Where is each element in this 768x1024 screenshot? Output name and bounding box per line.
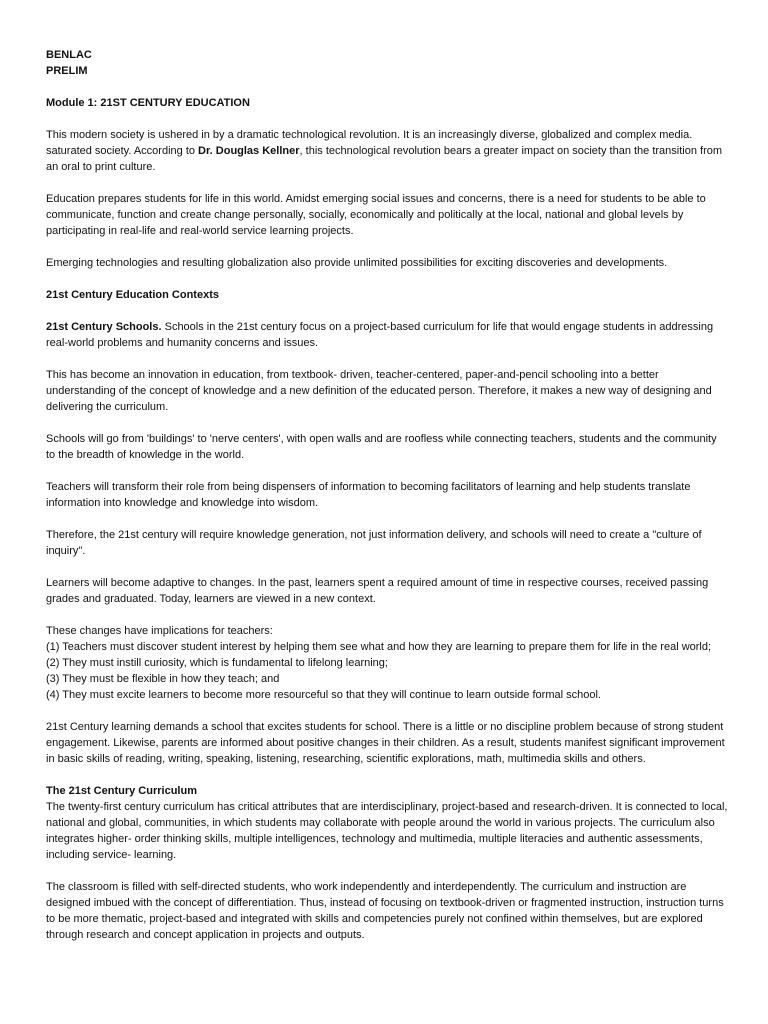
curriculum-heading: The 21st Century Curriculum [46, 785, 197, 797]
module-title: Module 1: 21ST CENTURY EDUCATION [46, 97, 250, 109]
schools-paragraph: 21st Century Schools. Schools in the 21st century focus on a project-based curriculum for life that would engage students in addressing real-world problems and humanity concerns and issues. [46, 321, 714, 349]
implication-item: (3) They must be flexible in how they teach; and [46, 673, 280, 685]
header-term: PRELIM [46, 65, 88, 77]
contexts-heading: 21st Century Education Contexts [46, 289, 219, 301]
teachers-role-paragraph: Teachers will transform their role from being dispensers of information to becoming facilitators of learning and help students translate information into knowledge and knowledge into wisdom. [46, 481, 691, 509]
schools-label: 21st Century Schools. [46, 321, 162, 333]
learners-paragraph: Learners will become adaptive to changes. In the past, learners spent a required amount of time in respective courses, received passing grades and graduated. Today, learners are viewed in a new context. [46, 577, 709, 605]
author-name: Dr. Douglas Kellner [198, 145, 300, 157]
culture-of-inquiry-paragraph: Therefore, the 21st century will require knowledge generation, not just information delivery, and schools will need to create a "culture of inquiry". [46, 529, 702, 557]
intro-paragraph-2: Education prepares students for life in this world. Amidst emerging social issues and concerns, there is a need for students to be able to communicate, function and create change personally, socially, economically and politically at the local, national and global levels by participating in real-life and real-world service learning projects. [46, 193, 706, 237]
implication-item: (4) They must excite learners to become more resourceful so that they will continue to learn outside formal school. [46, 689, 601, 701]
nerve-centers-paragraph: Schools will go from 'buildings' to 'nerve centers', with open walls and are roofless while connecting teachers, students and the community to the breadth of knowledge in the world. [46, 433, 717, 461]
implications-intro: These changes have implications for teachers: [46, 625, 273, 637]
intro-paragraph-1: This modern society is ushered in by a dramatic technological revolution. It is an increasingly diverse, globalized and complex media. saturated society. According to Dr. Douglas Kellner, this technological revolution bears a greater impact on society than the transition from an oral to print culture. [46, 129, 723, 173]
learning-demands-paragraph: 21st Century learning demands a school that excites students for school. There is a little or no discipline problem because of strong student engagement. Likewise, parents are informed about positive changes in their children. As a result, students manifest significant improvement in basic skills of reading, writing, speaking, listening, researching, scientific explorations, math, multimedia skills and others. [46, 721, 725, 765]
implication-item: (2) They must instill curiosity, which is fundamental to lifelong learning; [46, 657, 388, 669]
implication-item: (1) Teachers must discover student interest by helping them see what and how they are learning to prepare them for life in the real world; [46, 641, 712, 653]
intro-paragraph-3: Emerging technologies and resulting globalization also provide unlimited possibilities for exciting discoveries and developments. [46, 257, 668, 269]
innovation-paragraph: This has become an innovation in education, from textbook- driven, teacher-centered, paper-and-pencil schooling into a better understanding of the concept of knowledge and a new definition of the educated person. Therefore, it makes a new way of designing and delivering the curriculum. [46, 369, 712, 413]
curriculum-paragraph-2: The classroom is filled with self-directed students, who work independently and interdependently. The curriculum and instruction are designed imbued with the concept of differentiation. Thus, instead of focusing on textbook-driven or fragmented instruction, instruction turns to be more thematic, project-based and integrated with skills and competencies purely not confined within themselves, but are explored through research and concept application in projects and outputs. [46, 881, 724, 941]
header-course: BENLAC [46, 49, 92, 61]
curriculum-paragraph-1: The twenty-first century curriculum has critical attributes that are interdisciplinary, project-based and research-driven. It is connected to local, national and global, communities, in which students may collaborate with people around the world in various projects. The curriculum also integrates higher- order thinking skills, multiple intelligences, technology and multimedia, multiple literacies and authentic assessments, including service- learning. [46, 801, 728, 861]
